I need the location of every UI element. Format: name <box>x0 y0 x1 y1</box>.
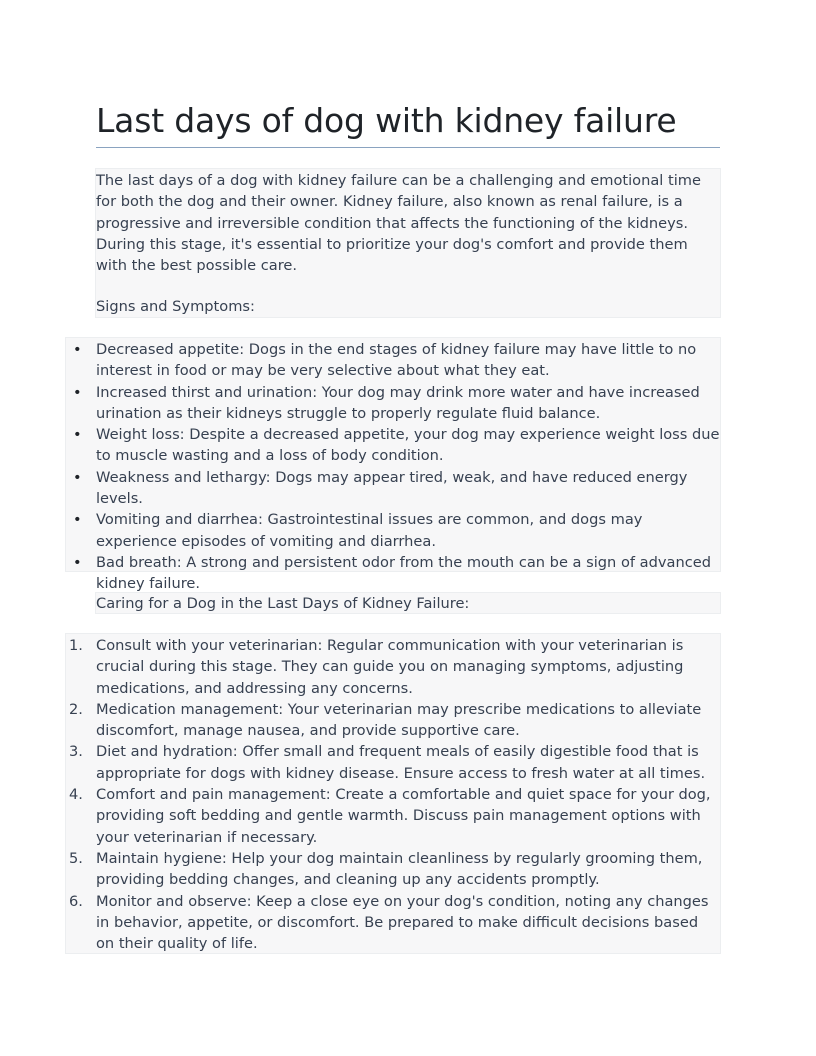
step-text: Monitor and observe: Keep a close eye on your dog's condition, noting any changes in behavior, appetite, or discomfort. Be prepared to make difficult decisions based on their quality of life. <box>96 892 709 953</box>
list-item <box>69 741 720 784</box>
list-item <box>69 848 720 891</box>
step-number: 6. <box>69 892 83 910</box>
intro-paragraph: The last days of a dog with kidney failure can be a challenging and emotional time for both the dog and their owner. Kidney failure, also known as renal failure, is a progressive and irreversible condition that affects the functioning of the kidneys. During this stage, it's essential to prioritize your dog's comfort and provide them with the best possible care. <box>96 172 701 275</box>
list-item <box>73 382 720 425</box>
list-item <box>69 891 720 955</box>
list-item <box>73 339 720 382</box>
bullet-marker: • <box>73 383 82 401</box>
list-item <box>73 509 720 552</box>
step-number: 3. <box>69 743 83 761</box>
signs-heading: Signs and Symptoms: <box>96 298 255 315</box>
list-item <box>73 424 720 467</box>
bullet-marker: • <box>73 553 82 571</box>
step-number: 2. <box>69 700 83 718</box>
bullet-marker: • <box>73 511 82 529</box>
symptom-text: Decreased appetite: Dogs in the end stages of kidney failure may have little to no interest in food or may be very selective about what they eat. <box>96 341 697 380</box>
symptoms-list <box>73 339 720 595</box>
caring-heading: Caring for a Dog in the Last Days of Kidney Failure: <box>96 595 470 612</box>
list-item <box>69 784 720 848</box>
step-number: 4. <box>69 786 83 804</box>
symptom-text: Weakness and lethargy: Dogs may appear tired, weak, and have reduced energy levels. <box>96 468 688 508</box>
list-item <box>73 467 720 510</box>
step-text: Medication management: Your veterinarian may prescribe medications to alleviate discomfort, manage nausea, and provide supportive care. <box>96 700 702 740</box>
step-number: 1. <box>69 637 83 654</box>
symptom-text: Increased thirst and urination: Your dog may drink more water and have increased urination as their kidneys struggle to properly regulate fluid balance. <box>96 383 700 422</box>
bullet-marker: • <box>73 468 82 486</box>
list-item <box>69 635 720 699</box>
symptom-text: Weight loss: Despite a decreased appetite, your dog may experience weight loss due to muscle wasting and a loss of body condition. <box>96 426 720 465</box>
bullet-marker: • <box>73 341 82 358</box>
step-text: Comfort and pain management: Create a comfortable and quiet space for your dog, providing soft bedding and gentle warmth. Discuss pain management options with your veterinarian if necessary. <box>96 786 711 846</box>
list-item <box>73 552 720 595</box>
list-item <box>69 699 720 742</box>
bullet-marker: • <box>73 426 82 444</box>
symptom-text: Bad breath: A strong and persistent odor from the mouth can be a sign of advanced kidney failure. <box>96 553 711 593</box>
step-text: Diet and hydration: Offer small and frequent meals of easily digestible food that is appropriate for dogs with kidney disease. Ensure access to fresh water at all times. <box>96 743 706 782</box>
step-text: Consult with your veterinarian: Regular communication with your veterinarian is crucial during this stage. They can guide you on managing symptoms, adjusting medications, and addressing any concerns. <box>96 637 684 697</box>
symptom-text: Vomiting and diarrhea: Gastrointestinal issues are common, and dogs may experience episodes of vomiting and diarrhea. <box>96 511 643 550</box>
care-steps-list <box>69 635 720 954</box>
step-number: 5. <box>69 849 83 867</box>
page-title: Last days of dog with kidney failure <box>96 101 677 140</box>
title-underline <box>96 147 720 148</box>
step-text: Maintain hygiene: Help your dog maintain cleanliness by regularly grooming them, providing bedding changes, and cleaning up any accidents promptly. <box>96 849 703 889</box>
